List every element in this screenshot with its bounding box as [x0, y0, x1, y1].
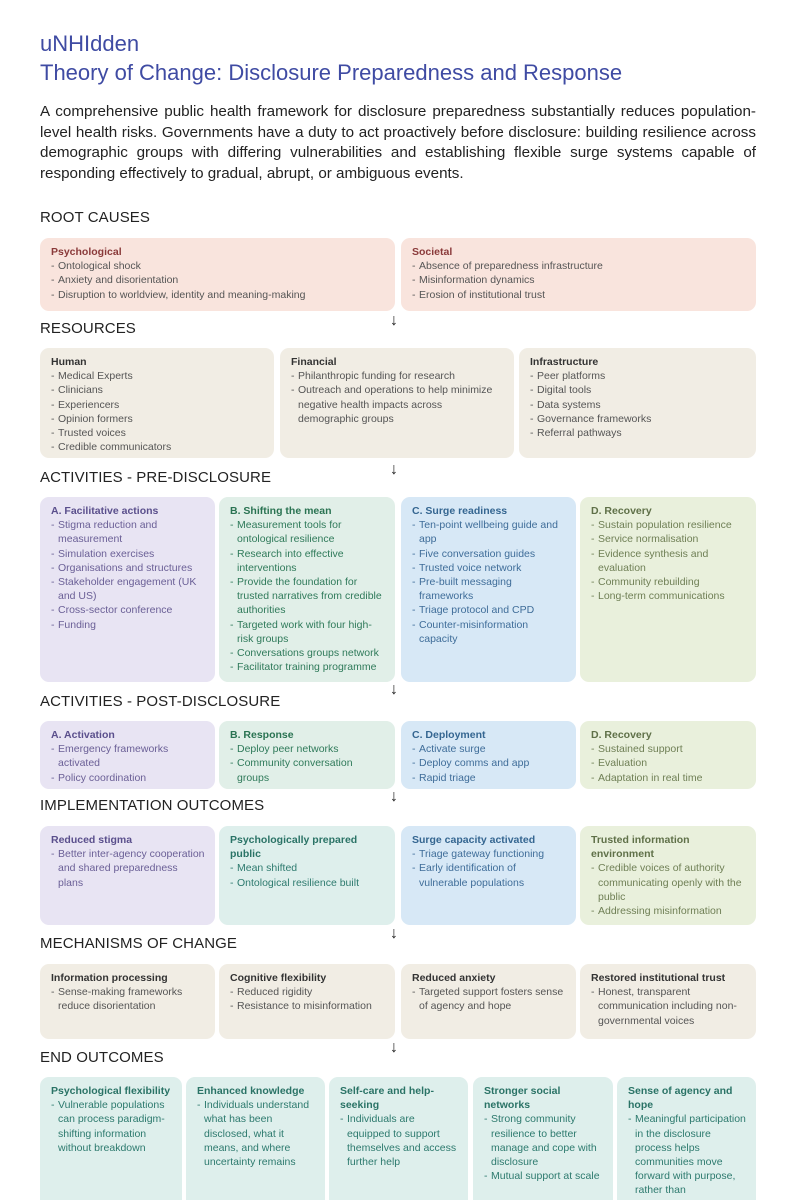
box-item: - Triage gateway functioning: [412, 847, 566, 861]
box-item-list: [591, 861, 746, 918]
flow-arrow-icon: ↓: [390, 925, 398, 942]
box-title: B. Shifting the mean: [230, 505, 332, 517]
box-item: - Provide the foundation for trusted narratives from credible authorities: [230, 575, 385, 618]
box-title: Psychological: [51, 246, 122, 258]
box-item-list: [591, 742, 746, 785]
impl-reduced-stigma: [40, 826, 215, 925]
box-item: - Misinformation dynamics: [412, 273, 746, 287]
box-title: Sense of agency and hope: [628, 1085, 733, 1112]
pre-shifting-the-mean: [219, 497, 395, 682]
box-item-list: [51, 1098, 172, 1155]
box-item: - Policy coordination: [51, 771, 205, 785]
box-item-list: [412, 259, 746, 302]
box-item: - Addressing misinformation: [591, 904, 746, 918]
box-item-list: [412, 985, 566, 1013]
box-item: - Credible voices of authority communicating openly with the public: [591, 861, 746, 904]
box-item: - Measurement tools for ontological resilience: [230, 518, 385, 546]
box-item: - Activate surge: [412, 742, 566, 756]
box-item: - Anxiety and disorientation: [51, 273, 385, 287]
box-item: - Meaningful participation in the disclosure process helps communities move forward with purpose, rather than: [628, 1112, 746, 1197]
box-title: B. Response: [230, 729, 294, 741]
resource-infrastructure: [519, 348, 756, 458]
intro-paragraph: A comprehensive public health framework for disclosure preparedness substantially reduces population-level health risks. Governments have a duty to act proactively before disclosure: building resilience across demographic groups with differing vulnerabilities and establishing flexible surge systems capable of responding effectively to gradual, abrupt, or ambiguous events.: [40, 103, 756, 182]
flow-arrow-icon: ↓: [390, 312, 398, 329]
box-item: - Pre-built messaging frameworks: [412, 575, 566, 603]
impl-surge-capacity: [401, 826, 576, 925]
box-item: - Sustain population resilience: [591, 518, 746, 532]
box-title: D. Recovery: [591, 729, 652, 741]
box-item: - Rapid triage: [412, 771, 566, 785]
box-item-list: [230, 518, 385, 674]
box-item: - Deploy peer networks: [230, 742, 385, 756]
box-item: - Outreach and operations to help minimize negative health impacts across demographic groups: [291, 383, 504, 426]
box-title: Information processing: [51, 972, 168, 984]
end-social-networks: [473, 1077, 613, 1200]
box-item: - Trusted voice network: [412, 561, 566, 575]
box-item: - Peer platforms: [530, 369, 746, 383]
box-title: Psychological flexibility: [51, 1085, 171, 1097]
box-title: Trusted information environment: [591, 834, 690, 861]
mech-cognitive-flexibility: [219, 964, 395, 1039]
box-item: - Erosion of institutional trust: [412, 288, 746, 302]
box-title: Psychologically prepared public: [230, 834, 358, 861]
box-item-list: [230, 985, 385, 1013]
box-item: - Service normalisation: [591, 532, 746, 546]
box-item-list: [484, 1112, 603, 1183]
box-item-list: [230, 742, 385, 785]
box-item: - Ontological resilience built: [230, 876, 385, 890]
box-item: - Medical Experts: [51, 369, 264, 383]
post-deployment: [401, 721, 576, 789]
box-item: - Individuals are equipped to support themselves and access further help: [340, 1112, 458, 1169]
box-item: - Opinion formers: [51, 412, 264, 426]
pre-recovery: [580, 497, 756, 682]
post-recovery: [580, 721, 756, 789]
section-title-mechanisms: MECHANISMS OF CHANGE: [40, 935, 238, 952]
box-item-list: [197, 1098, 315, 1169]
impl-trusted-information: [580, 826, 756, 925]
box-title: A. Facilitative actions: [51, 505, 159, 517]
box-title: A. Activation: [51, 729, 115, 741]
box-item: - Mean shifted: [230, 861, 385, 875]
box-item: - Reduced rigidity: [230, 985, 385, 999]
box-title: Financial: [291, 356, 337, 368]
box-item: - Strong community resilience to better manage and cope with disclosure: [484, 1112, 603, 1169]
box-item: - Long-term communications: [591, 589, 746, 603]
box-item: - Early identification of vulnerable populations: [412, 861, 566, 889]
box-item-list: [230, 861, 385, 889]
flow-arrow-icon: ↓: [390, 1039, 398, 1056]
end-enhanced-knowledge: [186, 1077, 325, 1200]
box-title: Reduced anxiety: [412, 972, 496, 984]
box-item: - Evaluation: [591, 756, 746, 770]
box-title: Stronger social networks: [484, 1085, 561, 1112]
box-title: D. Recovery: [591, 505, 652, 517]
resource-human: [40, 348, 274, 458]
box-item: - Resistance to misinformation: [230, 999, 385, 1013]
box-item-list: [412, 742, 566, 785]
box-item-list: [591, 518, 746, 603]
box-item: - Conversations groups network: [230, 646, 385, 660]
box-item: - Digital tools: [530, 383, 746, 397]
box-item: - Facilitator training programme: [230, 660, 385, 674]
box-item: - Community rebuilding: [591, 575, 746, 589]
box-item: - Sustained support: [591, 742, 746, 756]
box-item: - Better inter-agency cooperation and shared preparedness plans: [51, 847, 205, 890]
box-item: - Referral pathways: [530, 426, 746, 440]
section-title-post-disclosure: ACTIVITIES - POST-DISCLOSURE: [40, 693, 281, 710]
box-item-list: [340, 1112, 458, 1169]
box-item: - Data systems: [530, 398, 746, 412]
flow-arrow-icon: ↓: [390, 681, 398, 698]
resource-financial: [280, 348, 514, 458]
flow-arrow-icon: ↓: [390, 788, 398, 805]
section-title-resources: RESOURCES: [40, 320, 136, 337]
box-item: - Honest, transparent communication including non-governmental voices: [591, 985, 746, 1028]
box-item-list: [530, 369, 746, 440]
box-item: - Research into effective interventions: [230, 547, 385, 575]
page-title: Theory of Change: Disclosure Preparedness and Response: [40, 60, 623, 85]
box-item: - Adaptation in real time: [591, 771, 746, 785]
box-item-list: [412, 847, 566, 890]
box-item-list: [591, 985, 746, 1028]
section-title-implementation-outcomes: IMPLEMENTATION OUTCOMES: [40, 797, 265, 814]
box-item: - Disruption to worldview, identity and meaning-making: [51, 288, 385, 302]
box-title: Infrastructure: [530, 356, 599, 368]
box-item: - Emergency frameworks activated: [51, 742, 205, 770]
box-item: - Targeted work with four high-risk groups: [230, 618, 385, 646]
mech-institutional-trust: [580, 964, 756, 1039]
mech-reduced-anxiety: [401, 964, 576, 1039]
section-title-end-outcomes: END OUTCOMES: [40, 1049, 164, 1066]
box-item: - Philanthropic funding for research: [291, 369, 504, 383]
end-psychological-flexibility: [40, 1077, 182, 1200]
box-title: C. Deployment: [412, 729, 486, 741]
mech-information-processing: [40, 964, 215, 1039]
box-item-list: [51, 369, 264, 454]
box-item: - Clinicians: [51, 383, 264, 397]
box-item: - Simulation exercises: [51, 547, 205, 561]
box-title: Self-care and help-seeking: [340, 1085, 434, 1112]
box-title: Human: [51, 356, 87, 368]
box-item-list: [628, 1112, 746, 1197]
box-item: - Counter-misinformation capacity: [412, 618, 566, 646]
brand-name: uNHIdden: [40, 31, 140, 56]
box-item-list: [51, 847, 205, 890]
box-title: Reduced stigma: [51, 834, 133, 846]
box-item: - Absence of preparedness infrastructure: [412, 259, 746, 273]
box-item: - Trusted voices: [51, 426, 264, 440]
box-item: - Governance frameworks: [530, 412, 746, 426]
box-item: - Cross-sector conference: [51, 603, 205, 617]
box-item: - Deploy comms and app: [412, 756, 566, 770]
end-agency-and-hope: [617, 1077, 756, 1200]
box-title: Restored institutional trust: [591, 972, 726, 984]
box-title: Surge capacity activated: [412, 834, 536, 846]
box-item: - Evidence synthesis and evaluation: [591, 547, 746, 575]
box-item: - Stakeholder engagement (UK and US): [51, 575, 205, 603]
box-item-list: [412, 518, 566, 646]
root-cause-societal: [401, 238, 756, 311]
box-item: - Ten-point wellbeing guide and app: [412, 518, 566, 546]
box-item: - Organisations and structures: [51, 561, 205, 575]
impl-prepared-public: [219, 826, 395, 925]
box-title: Cognitive flexibility: [230, 972, 327, 984]
box-item: - Community conversation groups: [230, 756, 385, 784]
box-item: - Sense-making frameworks reduce disorientation: [51, 985, 205, 1013]
box-item: - Ontological shock: [51, 259, 385, 273]
section-title-root-causes: ROOT CAUSES: [40, 209, 151, 226]
section-title-pre-disclosure: ACTIVITIES - PRE-DISCLOSURE: [40, 469, 272, 486]
box-title: Enhanced knowledge: [197, 1085, 305, 1097]
box-item-list: [51, 518, 205, 632]
box-item: - Five conversation guides: [412, 547, 566, 561]
box-item: - Mutual support at scale: [484, 1169, 603, 1183]
pre-facilitative-actions: [40, 497, 215, 682]
box-item: - Credible communicators: [51, 440, 264, 454]
box-item-list: [51, 742, 205, 785]
box-title: C. Surge readiness: [412, 505, 508, 517]
box-item: - Vulnerable populations can process paradigm-shifting information without breakdown: [51, 1098, 172, 1155]
box-item: - Individuals understand what has been disclosed, what it means, and where uncertainty remains: [197, 1098, 315, 1169]
box-item-list: [291, 369, 504, 426]
flow-arrow-icon: ↓: [390, 461, 398, 478]
box-item: - Targeted support fosters sense of agency and hope: [412, 985, 566, 1013]
box-item: - Experiencers: [51, 398, 264, 412]
box-item: - Stigma reduction and measurement: [51, 518, 205, 546]
root-cause-psychological: [40, 238, 395, 311]
box-item-list: [51, 985, 205, 1013]
post-response: [219, 721, 395, 789]
box-item: - Triage protocol and CPD: [412, 603, 566, 617]
box-title: Societal: [412, 246, 453, 258]
pre-surge-readiness: [401, 497, 576, 682]
box-item: - Funding: [51, 618, 205, 632]
end-self-care: [329, 1077, 468, 1200]
post-activation: [40, 721, 215, 789]
box-item-list: [51, 259, 385, 302]
